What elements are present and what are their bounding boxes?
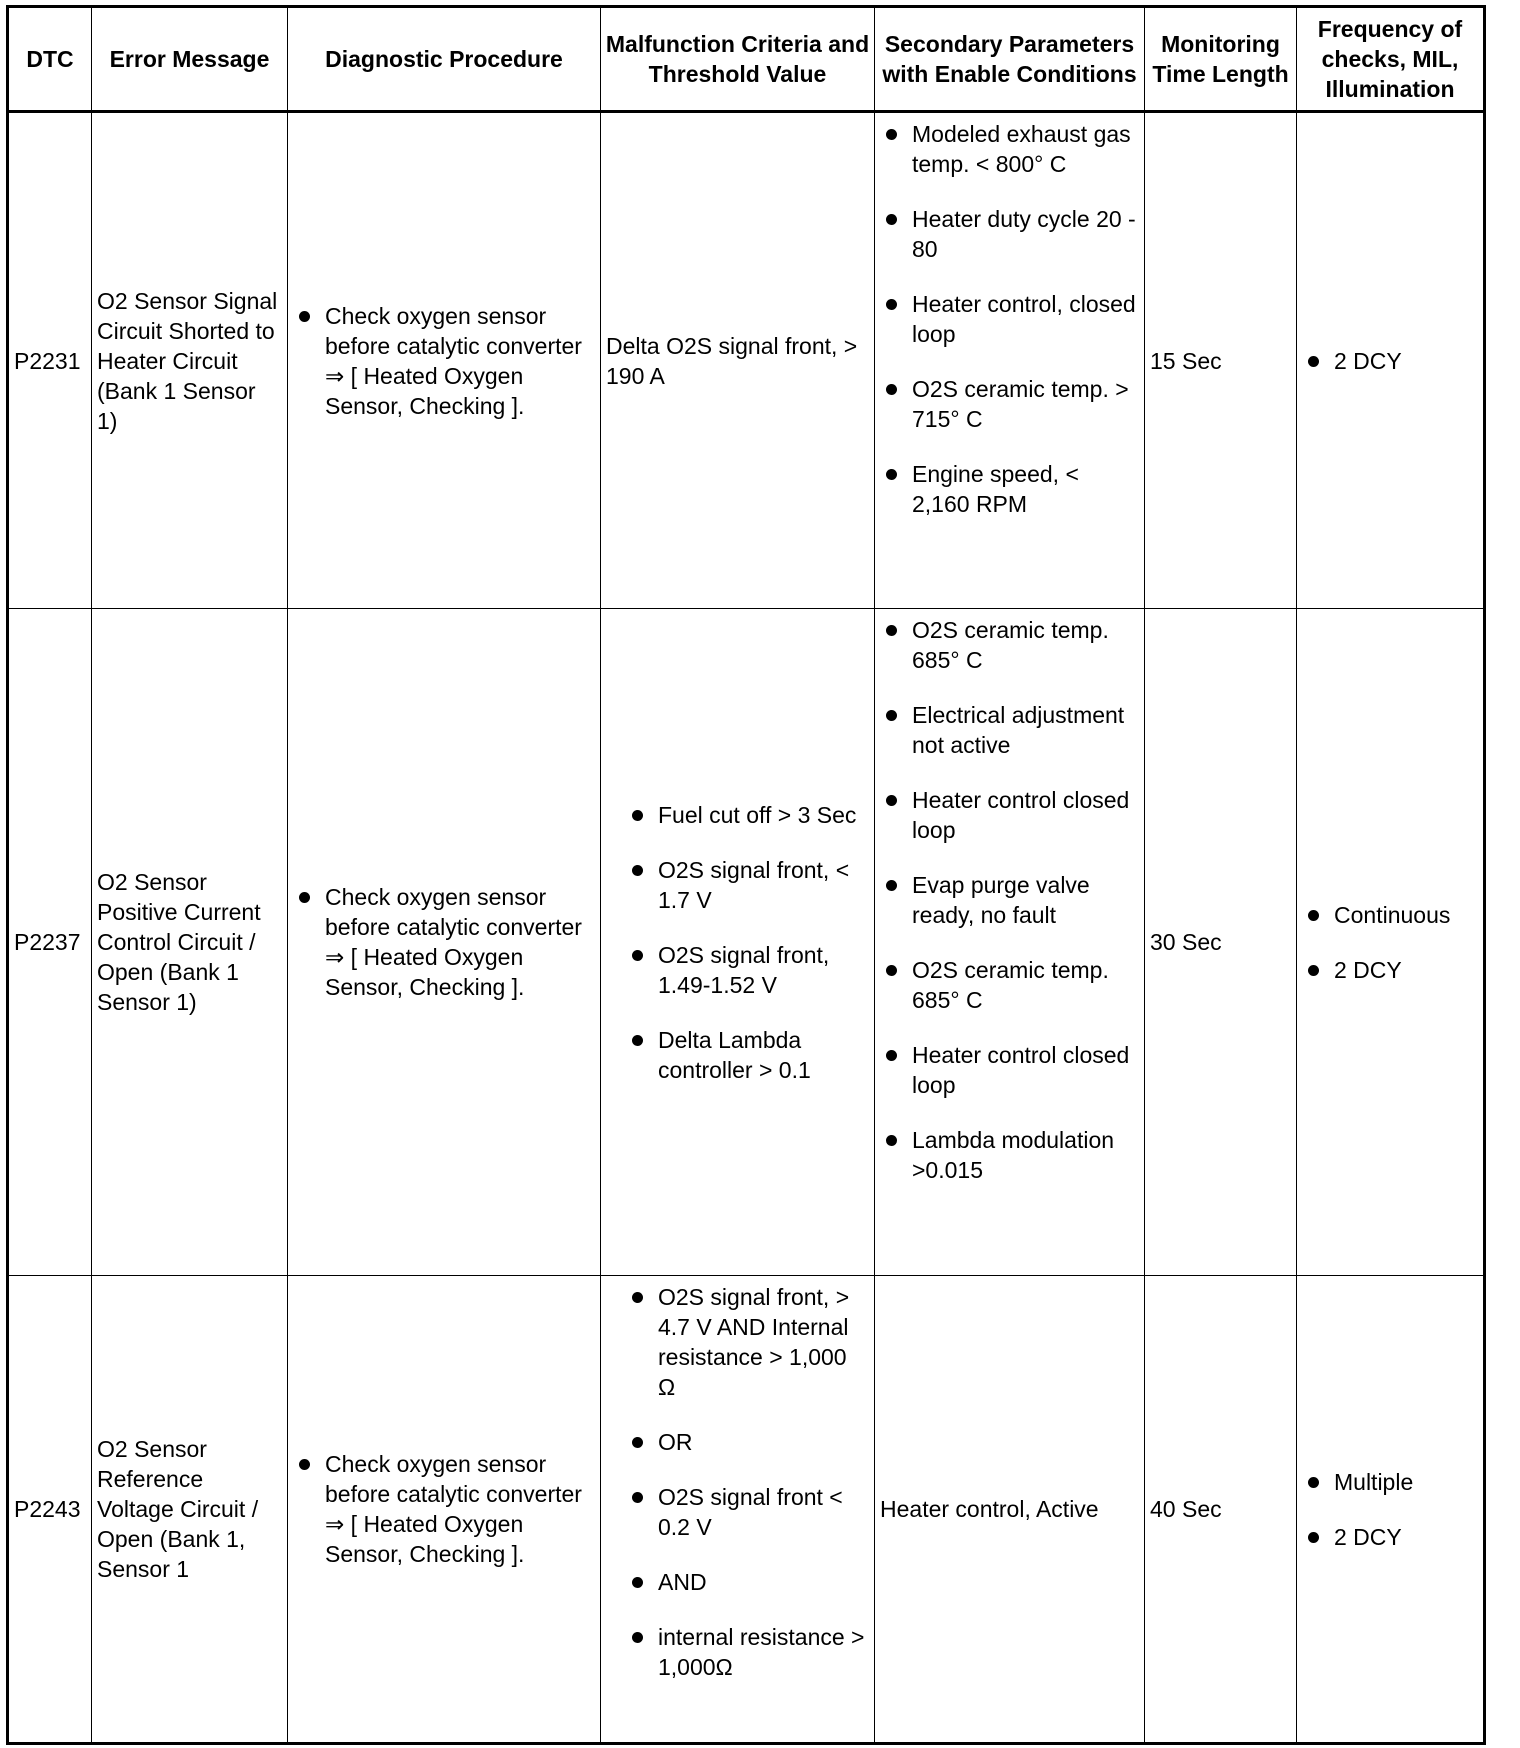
list-item: Electrical adjustment not active	[880, 700, 1139, 760]
header-frequency: Frequency of checks, MIL, Illumination	[1297, 7, 1485, 112]
secondary-parameters	[875, 112, 1145, 609]
malfunction-criteria-list	[606, 800, 869, 1085]
diagnostic-procedure-list	[293, 882, 595, 1002]
error-message: O2 Sensor Reference Voltage Circuit / Open (Bank 1, Sensor 1	[92, 1276, 288, 1744]
malfunction-criteria: Delta O2S signal front, > 190 A	[601, 112, 875, 609]
list-item: 2 DCY	[1302, 346, 1478, 376]
header-diagnostic-procedure: Diagnostic Procedure	[288, 7, 601, 112]
malfunction-criteria	[601, 609, 875, 1276]
list-item: AND	[626, 1567, 869, 1597]
list-item: O2S ceramic temp. 685° C	[880, 615, 1139, 675]
list-item: O2S ceramic temp. > 715° C	[880, 374, 1139, 434]
table-header	[8, 7, 1485, 112]
header-dtc: DTC	[8, 7, 92, 112]
header-monitoring-time: Monitoring Time Length	[1145, 7, 1297, 112]
list-item: Modeled exhaust gas temp. < 800° C	[880, 119, 1139, 179]
list-item: 2 DCY	[1302, 955, 1478, 985]
list-item: Evap purge valve ready, no fault	[880, 870, 1139, 930]
list-item: Heater control, closed loop	[880, 289, 1139, 349]
list-item: OR	[626, 1427, 869, 1457]
dtc-code: P2231	[8, 112, 92, 609]
frequency	[1297, 1276, 1485, 1744]
list-item: O2S signal front, < 1.7 V	[626, 855, 869, 915]
table-row	[8, 609, 1485, 1276]
frequency	[1297, 112, 1485, 609]
table-row	[8, 1276, 1485, 1744]
list-item: Check oxygen sensor before catalytic converter ⇒ [ Heated Oxygen Sensor, Checking ].	[293, 301, 595, 421]
secondary-parameters-list	[880, 119, 1139, 519]
list-item: O2S ceramic temp. 685° C	[880, 955, 1139, 1015]
frequency	[1297, 609, 1485, 1276]
monitoring-time: 30 Sec	[1145, 609, 1297, 1276]
header-row	[8, 7, 1485, 112]
list-item: Engine speed, < 2,160 RPM	[880, 459, 1139, 519]
monitoring-time: 15 Sec	[1145, 112, 1297, 609]
list-item: O2S signal front, 1.49-1.52 V	[626, 940, 869, 1000]
header-error-message: Error Message	[92, 7, 288, 112]
error-message: O2 Sensor Signal Circuit Shorted to Heater Circuit (Bank 1 Sensor 1)	[92, 112, 288, 609]
diagnostic-procedure-list	[293, 1449, 595, 1569]
diagnostic-procedure-list	[293, 301, 595, 421]
dtc-code: P2243	[8, 1276, 92, 1744]
list-item: O2S signal front, > 4.7 V AND Internal resistance > 1,000 Ω	[626, 1282, 869, 1402]
header-malfunction-criteria: Malfunction Criteria and Threshold Value	[601, 7, 875, 112]
list-item: Check oxygen sensor before catalytic converter ⇒ [ Heated Oxygen Sensor, Checking ].	[293, 1449, 595, 1569]
diagnostic-procedure	[288, 609, 601, 1276]
malfunction-criteria-list	[606, 1282, 869, 1682]
secondary-parameters	[875, 609, 1145, 1276]
malfunction-criteria	[601, 1276, 875, 1744]
list-item: 2 DCY	[1302, 1522, 1478, 1552]
diagnostic-procedure	[288, 112, 601, 609]
list-item: Multiple	[1302, 1467, 1478, 1497]
list-item: Heater duty cycle 20 - 80	[880, 204, 1139, 264]
error-message: O2 Sensor Positive Current Control Circuit / Open (Bank 1 Sensor 1)	[92, 609, 288, 1276]
list-item: Lambda modulation >0.015	[880, 1125, 1139, 1185]
table-row	[8, 112, 1485, 609]
list-item: Heater control closed loop	[880, 785, 1139, 845]
list-item: internal resistance > 1,000Ω	[626, 1622, 869, 1682]
secondary-parameters: Heater control, Active	[875, 1276, 1145, 1744]
list-item: Continuous	[1302, 900, 1478, 930]
list-item: Delta Lambda controller > 0.1	[626, 1025, 869, 1085]
frequency-list	[1302, 346, 1478, 376]
list-item: O2S signal front < 0.2 V	[626, 1482, 869, 1542]
header-secondary-parameters: Secondary Parameters with Enable Conditions	[875, 7, 1145, 112]
diagnostic-procedure	[288, 1276, 601, 1744]
list-item: Heater control closed loop	[880, 1040, 1139, 1100]
list-item: Check oxygen sensor before catalytic converter ⇒ [ Heated Oxygen Sensor, Checking ].	[293, 882, 595, 1002]
table-body	[8, 112, 1485, 1744]
dtc-table	[6, 5, 1486, 1745]
dtc-code: P2237	[8, 609, 92, 1276]
frequency-list	[1302, 1467, 1478, 1552]
monitoring-time: 40 Sec	[1145, 1276, 1297, 1744]
secondary-parameters-list	[880, 615, 1139, 1185]
list-item: Fuel cut off > 3 Sec	[626, 800, 869, 830]
frequency-list	[1302, 900, 1478, 985]
